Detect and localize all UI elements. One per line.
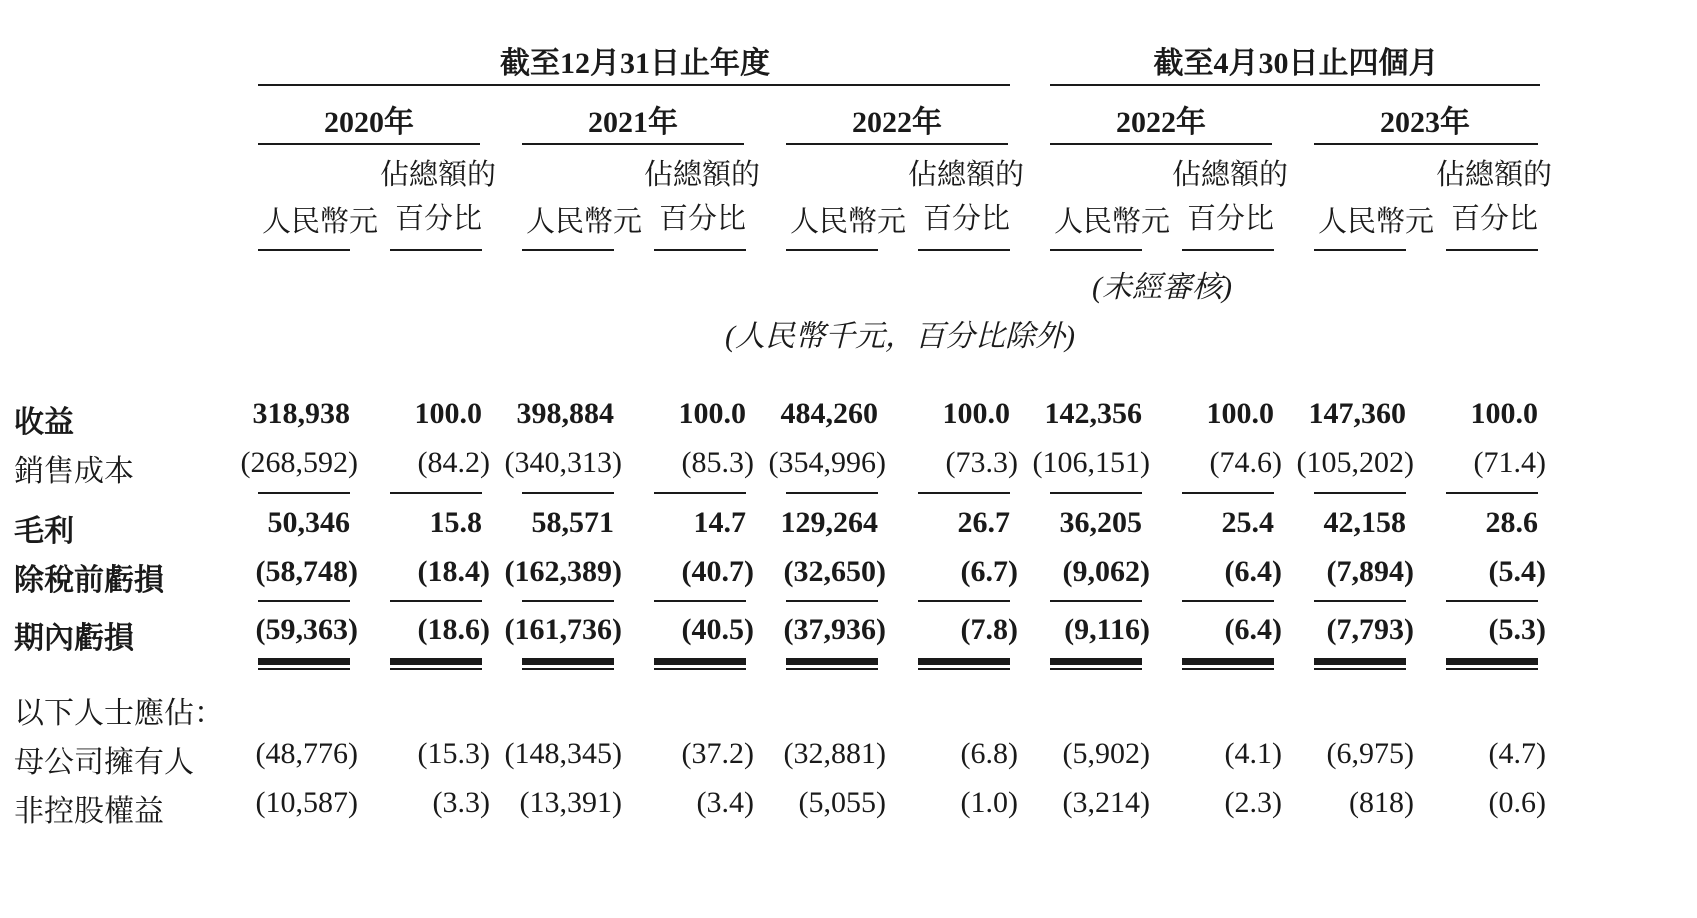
table-cell: (4.1) [1224, 737, 1282, 770]
row-label-attributable-to: 以下人士應佔： [14, 697, 224, 730]
table-cell: 100.0 [942, 397, 1010, 430]
table-cell: (37.2) [681, 737, 754, 770]
table-cell: (162,389) [504, 555, 622, 588]
table-cell: (13,391) [519, 786, 622, 819]
subtotal-rule [258, 600, 350, 602]
rule-sub [1182, 249, 1274, 251]
rule-annual-group [258, 84, 1010, 86]
table-cell: (18.6) [417, 613, 490, 646]
table-cell: (5,902) [1062, 737, 1150, 770]
table-cell: 25.4 [1221, 506, 1274, 539]
sub-header-percent [380, 153, 497, 241]
sub-header-amount: 人民幣元 [1054, 206, 1171, 238]
header-interim-period: 截至4月30日止四個月 [1153, 47, 1439, 80]
rule-sub [786, 249, 878, 251]
table-cell: (3.3) [432, 786, 490, 819]
sub-header-amount: 人民幣元 [790, 206, 907, 238]
row-label-revenue: 收益 [14, 406, 74, 439]
table-cell: 50,346 [267, 506, 350, 539]
sub-header-percent [1436, 153, 1553, 241]
table-cell: 100.0 [414, 397, 482, 430]
table-cell: (0.6) [1488, 786, 1546, 819]
table-cell: (32,650) [783, 555, 886, 588]
table-cell: (58,748) [255, 555, 358, 588]
total-double-rule [390, 658, 482, 670]
total-double-rule [1050, 658, 1142, 670]
table-cell: 58,571 [531, 506, 614, 539]
sub-header-percent-line2: 百分比 [1450, 203, 1538, 235]
table-cell: (7,793) [1326, 613, 1414, 646]
subtotal-rule [918, 600, 1010, 602]
rule-sub [1314, 249, 1406, 251]
subtotal-rule [786, 492, 878, 494]
sub-header-percent-line1: 佔總額的 [908, 159, 1025, 191]
table-cell: (105,202) [1296, 446, 1414, 479]
year-header-2022: 2022年 [852, 106, 942, 139]
table-cell: 26.7 [957, 506, 1010, 539]
year-header-2020: 2020年 [324, 106, 414, 139]
table-cell: (6.4) [1224, 613, 1282, 646]
table-cell: 147,360 [1308, 397, 1406, 430]
table-cell: 100.0 [1206, 397, 1274, 430]
table-cell: (7.8) [960, 613, 1018, 646]
total-double-rule [1182, 658, 1274, 670]
table-cell: (3,214) [1062, 786, 1150, 819]
table-cell: 318,938 [252, 397, 350, 430]
table-cell: (37,936) [783, 613, 886, 646]
subtotal-rule [1182, 492, 1274, 494]
row-label-loss-before-tax: 除稅前虧損 [14, 564, 164, 597]
subtotal-rule [1182, 600, 1274, 602]
table-cell: (40.7) [681, 555, 754, 588]
sub-header-percent-line1: 佔總額的 [1172, 159, 1289, 191]
subtotal-rule [654, 492, 746, 494]
table-cell: 100.0 [1470, 397, 1538, 430]
total-double-rule [654, 658, 746, 670]
table-cell: (5.3) [1488, 613, 1546, 646]
table-cell: (9,062) [1062, 555, 1150, 588]
table-cell: (85.3) [681, 446, 754, 479]
table-cell: (10,587) [255, 786, 358, 819]
subtotal-rule [1314, 600, 1406, 602]
table-cell: (106,151) [1032, 446, 1150, 479]
table-cell: (73.3) [945, 446, 1018, 479]
rule-sub [522, 249, 614, 251]
sub-header-amount: 人民幣元 [526, 206, 643, 238]
sub-header-percent [644, 153, 761, 241]
header-annual-period: 截至12月31日止年度 [500, 47, 770, 80]
table-cell: (4.7) [1488, 737, 1546, 770]
table-cell: (818) [1349, 786, 1414, 819]
rule-sub [918, 249, 1010, 251]
rule-year-2021 [522, 143, 744, 145]
row-label-loss-for-period: 期內虧損 [14, 622, 134, 655]
total-double-rule [522, 658, 614, 670]
table-cell: (40.5) [681, 613, 754, 646]
subtotal-rule [1446, 492, 1538, 494]
row-label-owners-of-parent: 母公司擁有人 [14, 746, 194, 779]
rule-sub [258, 249, 350, 251]
total-double-rule [918, 658, 1010, 670]
unaudited-note: (未經審核) [1092, 271, 1232, 304]
subtotal-rule [522, 600, 614, 602]
table-cell: (59,363) [255, 613, 358, 646]
total-double-rule [258, 658, 350, 670]
table-cell: (84.2) [417, 446, 490, 479]
table-cell: 15.8 [429, 506, 482, 539]
rule-sub [1050, 249, 1142, 251]
table-cell: 100.0 [678, 397, 746, 430]
sub-header-percent-line1: 佔總額的 [380, 159, 497, 191]
rule-sub [654, 249, 746, 251]
total-double-rule [786, 658, 878, 670]
table-cell: (340,313) [504, 446, 622, 479]
table-cell: (3.4) [696, 786, 754, 819]
table-cell: (71.4) [1473, 446, 1546, 479]
sub-header-percent-line1: 佔總額的 [1436, 159, 1553, 191]
subtotal-rule [786, 600, 878, 602]
subtotal-rule [1446, 600, 1538, 602]
table-cell: 14.7 [693, 506, 746, 539]
table-cell: (1.0) [960, 786, 1018, 819]
table-cell: 42,158 [1323, 506, 1406, 539]
year-header-2023-interim: 2023年 [1380, 106, 1470, 139]
rule-sub [1446, 249, 1538, 251]
rule-year-2022-interim [1050, 143, 1272, 145]
rule-interim-group [1050, 84, 1540, 86]
table-cell: (6.8) [960, 737, 1018, 770]
table-cell: (2.3) [1224, 786, 1282, 819]
rule-year-2022 [786, 143, 1008, 145]
table-cell: (48,776) [255, 737, 358, 770]
subtotal-rule [654, 600, 746, 602]
row-label-cost-of-sales: 銷售成本 [14, 455, 134, 488]
table-cell: (5.4) [1488, 555, 1546, 588]
unit-note: (人民幣千元，百分比除外) [725, 320, 1075, 353]
sub-header-percent-line1: 佔總額的 [644, 159, 761, 191]
subtotal-rule [390, 492, 482, 494]
sub-header-percent [908, 153, 1025, 241]
year-header-2022-interim: 2022年 [1116, 106, 1206, 139]
table-cell: 36,205 [1059, 506, 1142, 539]
table-cell: (268,592) [240, 446, 358, 479]
table-cell: (6.7) [960, 555, 1018, 588]
subtotal-rule [390, 600, 482, 602]
table-cell: 142,356 [1044, 397, 1142, 430]
rule-sub [390, 249, 482, 251]
table-cell: (74.6) [1209, 446, 1282, 479]
sub-header-percent-line2: 百分比 [658, 203, 746, 235]
sub-header-percent [1172, 153, 1289, 241]
subtotal-rule [918, 492, 1010, 494]
table-cell: (6,975) [1326, 737, 1414, 770]
sub-header-percent-line2: 百分比 [1186, 203, 1274, 235]
row-label-non-controlling-interests: 非控股權益 [14, 795, 164, 828]
sub-header-amount: 人民幣元 [1318, 206, 1435, 238]
table-cell: (5,055) [798, 786, 886, 819]
total-double-rule [1314, 658, 1406, 670]
table-cell: (32,881) [783, 737, 886, 770]
table-cell: (9,116) [1064, 613, 1150, 646]
table-cell: (354,996) [768, 446, 886, 479]
table-cell: (18.4) [417, 555, 490, 588]
subtotal-rule [258, 492, 350, 494]
table-cell: 28.6 [1485, 506, 1538, 539]
table-cell: (6.4) [1224, 555, 1282, 588]
total-double-rule [1446, 658, 1538, 670]
sub-header-percent-line2: 百分比 [922, 203, 1010, 235]
table-cell: 398,884 [516, 397, 614, 430]
table-cell: (7,894) [1326, 555, 1414, 588]
subtotal-rule [1050, 492, 1142, 494]
subtotal-rule [1050, 600, 1142, 602]
table-cell: (15.3) [417, 737, 490, 770]
sub-header-amount: 人民幣元 [262, 206, 379, 238]
row-label-gross-profit: 毛利 [14, 515, 74, 548]
sub-header-percent-line2: 百分比 [394, 203, 482, 235]
rule-year-2023-interim [1314, 143, 1538, 145]
table-cell: (148,345) [504, 737, 622, 770]
table-cell: (161,736) [504, 613, 622, 646]
subtotal-rule [522, 492, 614, 494]
subtotal-rule [1314, 492, 1406, 494]
rule-year-2020 [258, 143, 480, 145]
table-cell: 129,264 [780, 506, 878, 539]
year-header-2021: 2021年 [588, 106, 678, 139]
table-cell: 484,260 [780, 397, 878, 430]
